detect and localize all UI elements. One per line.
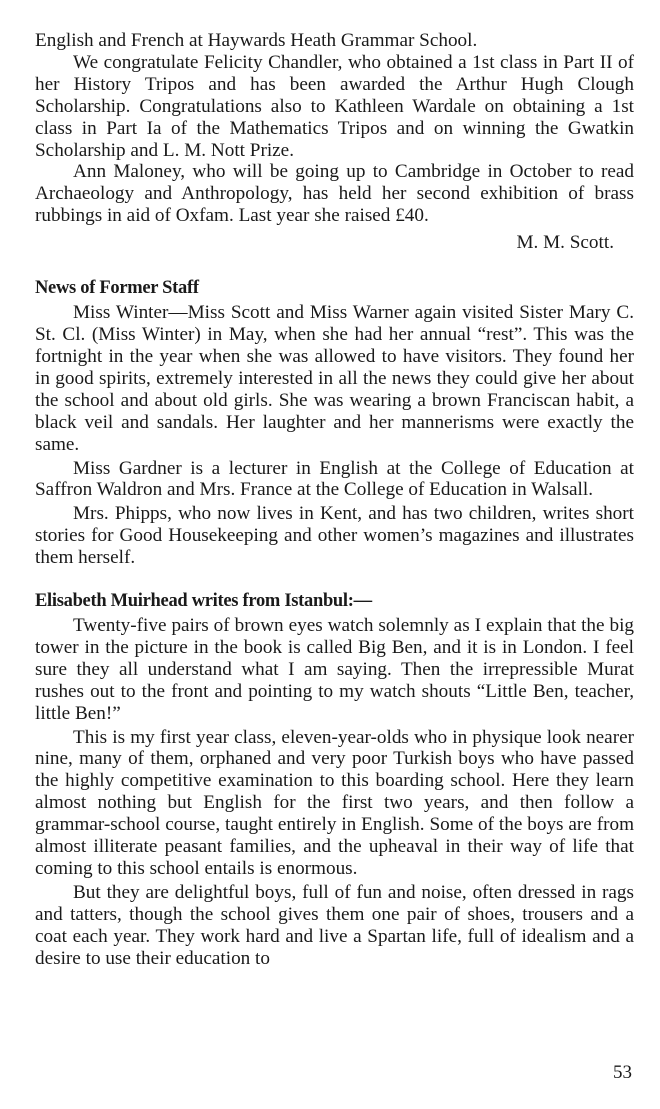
paragraph-delightful-boys: But they are delightful boys, full of fun and noise, often dressed in rags and tatters, though the school gives them one pair of shoes, trousers and a coat each year. They work hard and live a Spartan life, full of idealism and a desire to use their education to: [35, 881, 634, 969]
top-section: [35, 30, 634, 227]
paragraph-miss-winter: Miss Winter—Miss Scott and Miss Warner again visited Sister Mary C. St. Cl. (Miss Winter) in May, when she had her annual “rest”. This was the fortnight in the year when she was allowed to have visitors. They found her in good spirits, extremely interested in all the news they could give her about the school and about old girls. She was wearing a brown Franciscan habit, a black veil and sandals. Her laughter and her mannerisms were exactly the same.: [35, 302, 634, 455]
signature: M. M. Scott.: [516, 232, 614, 254]
section-heading-former-staff: News of Former Staff: [35, 278, 199, 299]
paragraph-mrs-phipps: Mrs. Phipps, who now lives in Kent, and has two children, writes short stories for Good Housekeeping and other women’s magazines and illustrates them herself.: [35, 503, 634, 569]
paragraph-ann-maloney: Ann Maloney, who will be going up to Cambridge in October to read Archaeology and Anthropology, has held her second exhibition of brass rubbings in aid of Oxfam. Last year she raised £40.: [35, 161, 634, 227]
paragraph-miss-gardner: Miss Gardner is a lecturer in English at the College of Education at Saffron Waldron and Mrs. France at the College of Education in Walsall.: [35, 457, 634, 501]
paragraph-first-year-class: This is my first year class, eleven-year-olds who in physique look nearer nine, many of them, orphaned and very poor Turkish boys who have passed the highly competitive examination to this boarding school. Here they learn almost nothing but English for the first two years, and then follow a grammar-school course, taught entirely in English. Some of the boys are from almost illiterate peasant families, and the upheaval in their way of life that coming to this school entails is enormous.: [35, 726, 634, 879]
paragraph-big-ben: Twenty-five pairs of brown eyes watch solemnly as I explain that the big tower in the picture in the book is called Big Ben, and it is in London. I feel sure they all understand what I am saying. Then the irrepressible Murat rushes out to the front and pointing to my watch shouts “Little Ben, teacher, little Ben!”: [35, 615, 634, 724]
section-istanbul: [35, 590, 634, 970]
page-number: 53: [613, 1062, 632, 1083]
section-former-staff: [35, 277, 634, 569]
paragraph-continuation: English and French at Haywards Heath Grammar School.: [35, 30, 478, 51]
paragraph-congratulations: We congratulate Felicity Chandler, who obtained a 1st class in Part II of her History Tripos and has been awarded the Arthur Hugh Clough Scholarship. Congratulations also to Kathleen Wardale on obtaining a 1st class in Part Ia of the Mathematics Tripos and on winning the Gwatkin Scholarship and L. M. Nott Prize.: [35, 51, 634, 161]
section-heading-istanbul: Elisabeth Muirhead writes from Istanbul:—: [35, 591, 372, 612]
